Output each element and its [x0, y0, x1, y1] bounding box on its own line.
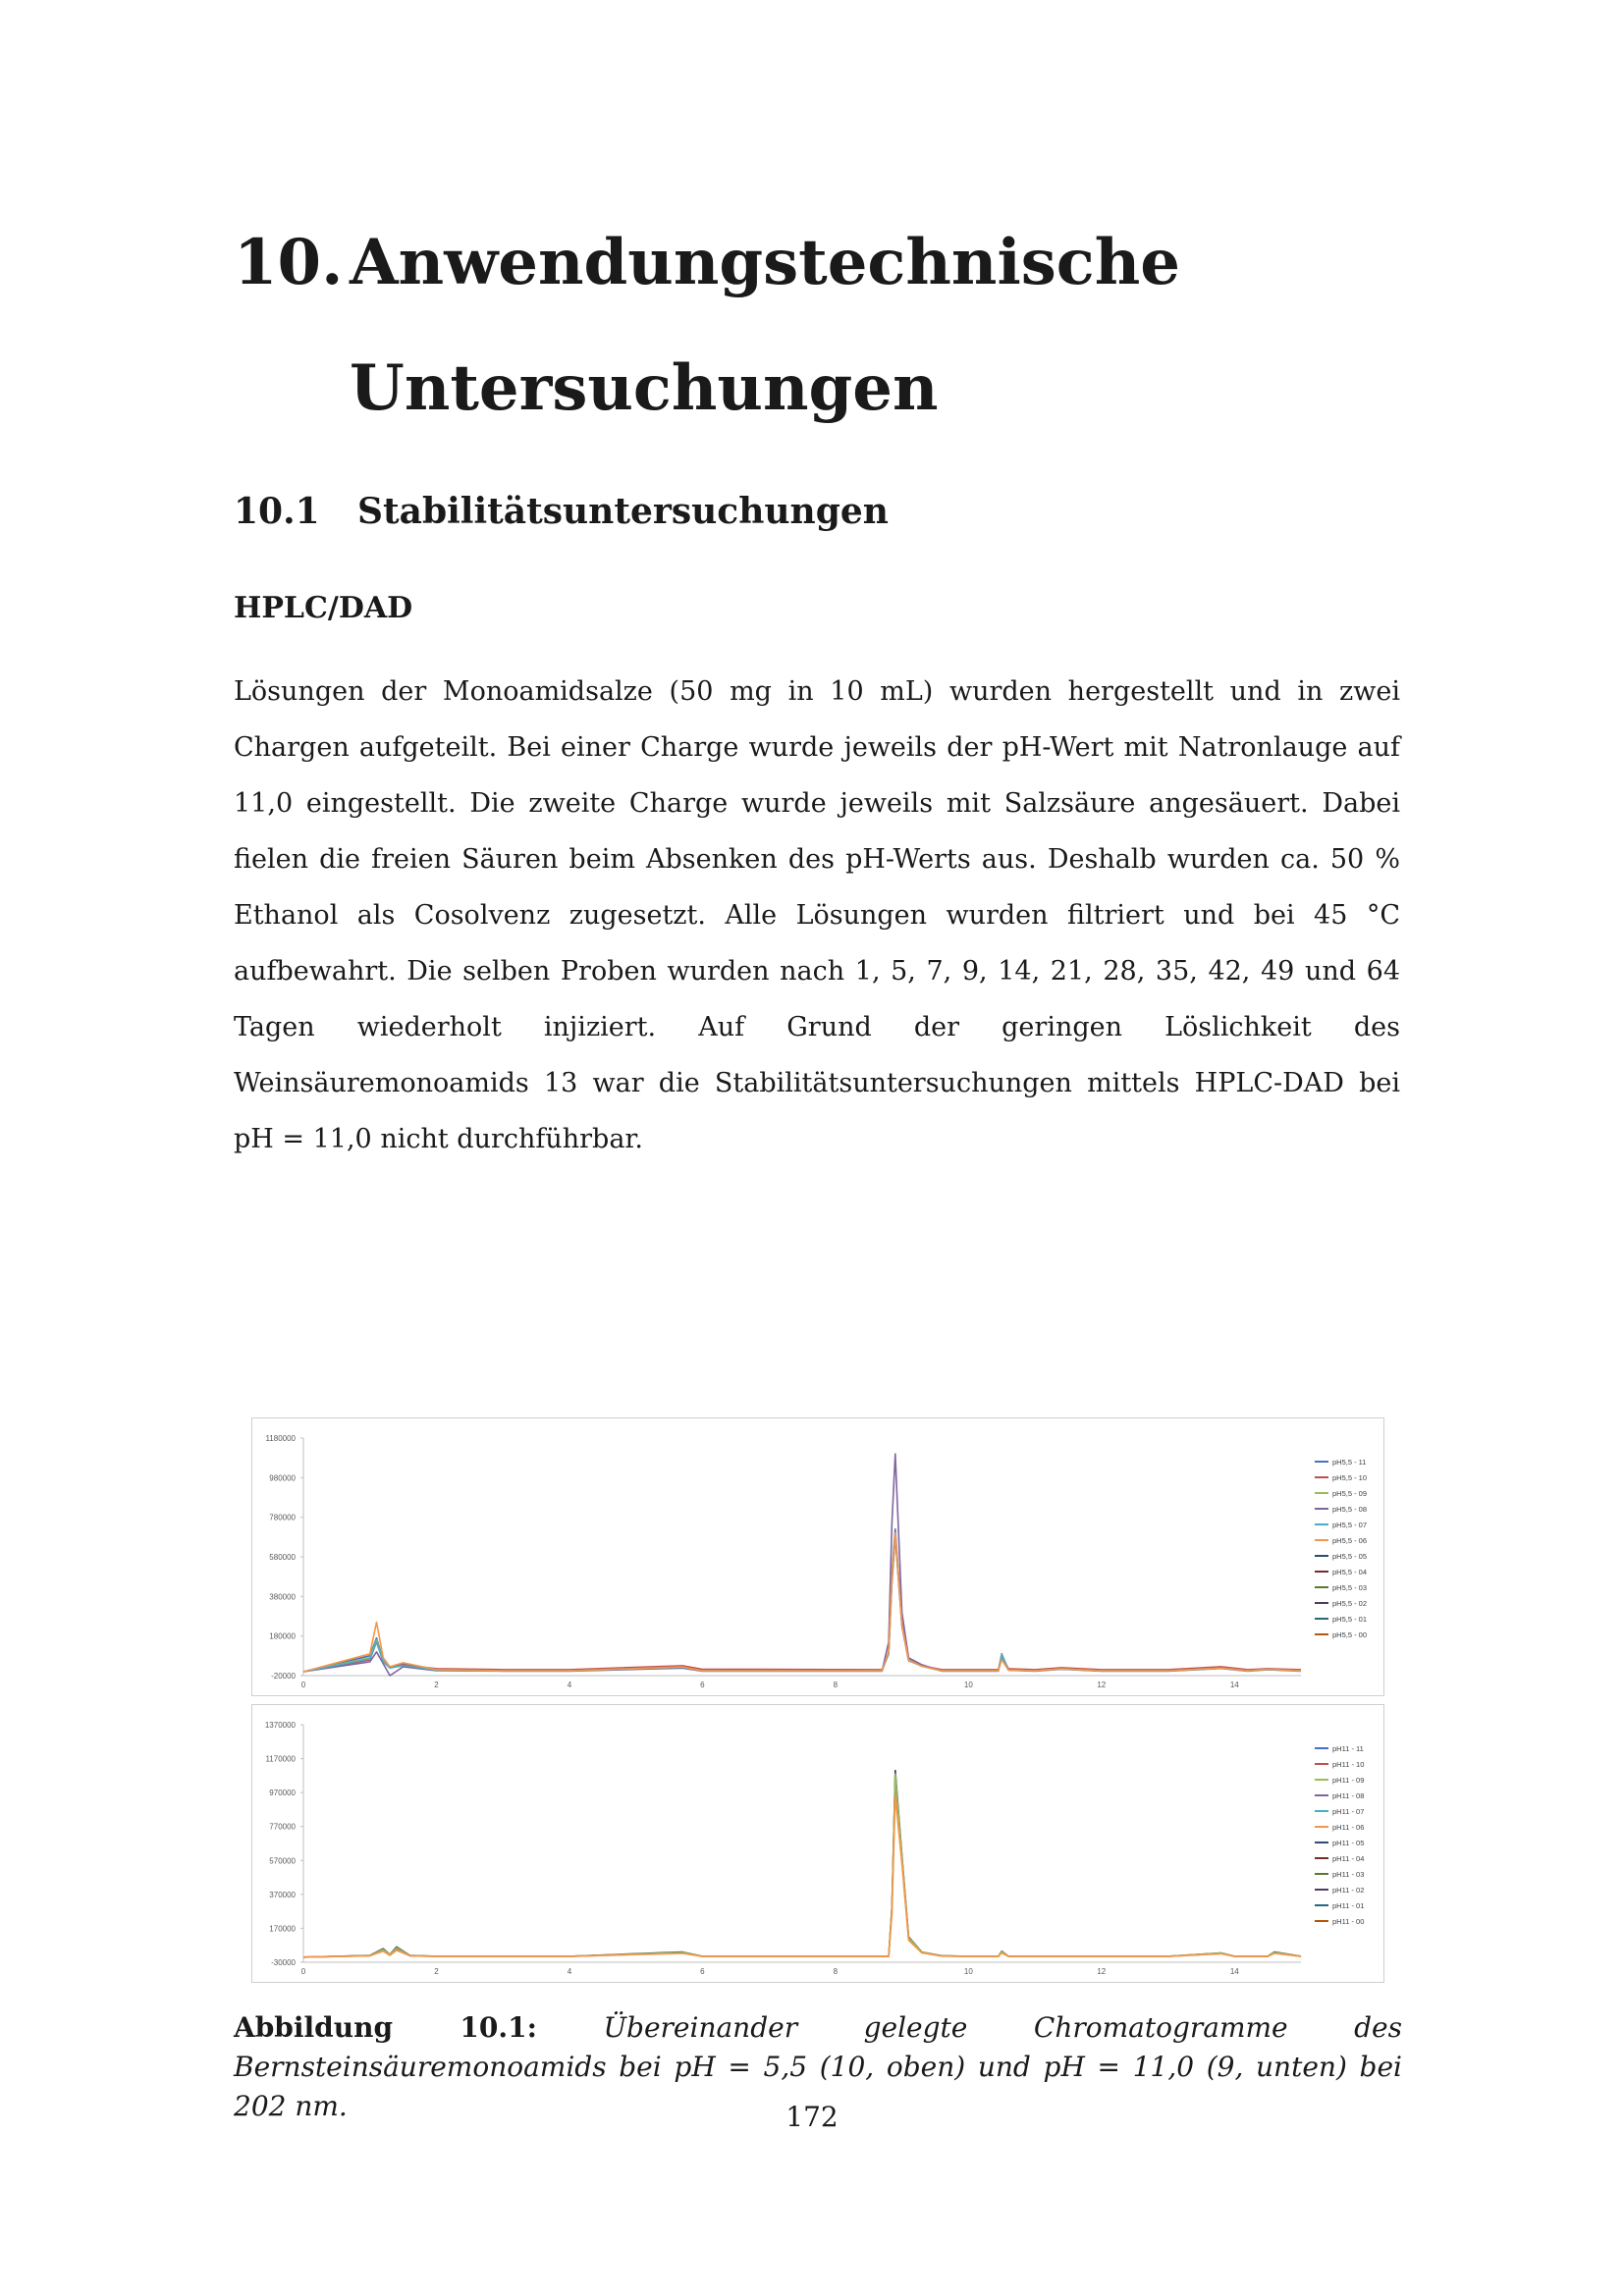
section-number: 10.1 [234, 491, 320, 532]
top-chart-series-line [303, 1533, 1301, 1672]
top-chart-x-tick-label: 2 [434, 1681, 439, 1689]
bottom-chart-x-tick-label: 2 [434, 1967, 439, 1976]
top-chart-y-tick-label: 980000 [269, 1473, 296, 1483]
bottom-chart-x-tick-label: 0 [300, 1967, 306, 1976]
bottom-chart-legend-entry: pH11 - 05 [1332, 1839, 1365, 1847]
bottom-chart-y-tick-label: -30000 [271, 1958, 296, 1967]
top-chart-x-tick-label: 14 [1229, 1681, 1239, 1689]
bottom-chart-series-line [303, 1796, 1301, 1957]
top-chart-x-tick-label: 6 [700, 1681, 705, 1689]
bottom-chart-legend-entry: pH11 - 03 [1332, 1870, 1365, 1879]
bottom-chart-legend-entry: pH11 - 11 [1332, 1744, 1364, 1753]
chromatogram-top-svg [252, 1418, 1383, 1695]
caption-text: Übereinander gelegte Chromatogramme des Bernsteinsäuremonoamids bei pH = 5,5 (10, oben) und pH = 11,0 (9, unten) bei 202 nm. [234, 2011, 1402, 2122]
top-chart-series-line [303, 1535, 1301, 1672]
top-chart-y-tick-label: 1180000 [265, 1434, 296, 1443]
top-chart-x-tick-label: 4 [567, 1681, 572, 1689]
bottom-chart-legend-entry: pH11 - 08 [1332, 1791, 1365, 1800]
top-chart-series-line [303, 1454, 1301, 1676]
top-chart-y-tick-label: 580000 [269, 1553, 296, 1562]
bottom-chart-y-tick-label: 370000 [269, 1890, 296, 1899]
bottom-chart-legend-entry: pH11 - 02 [1332, 1886, 1365, 1895]
bottom-chart-legend-entry: pH11 - 04 [1332, 1854, 1365, 1863]
top-chart-legend-entry: pH5,5 - 00 [1332, 1630, 1368, 1639]
top-chart-legend-entry: pH5,5 - 02 [1332, 1599, 1368, 1608]
chapter-number: 10. [234, 226, 344, 299]
bottom-chart-y-tick-label: 970000 [269, 1789, 296, 1798]
top-chart-x-tick-label: 12 [1097, 1681, 1107, 1689]
top-chart-y-tick-label: 180000 [269, 1631, 296, 1641]
bottom-chart-legend-entry: pH11 - 09 [1332, 1776, 1365, 1785]
bottom-chart-y-tick-label: 770000 [269, 1822, 296, 1832]
top-chart-legend-entry: pH5,5 - 05 [1332, 1552, 1368, 1561]
section-heading [234, 491, 889, 532]
subheading: HPLC/DAD [234, 591, 413, 625]
top-chart-legend-entry: pH5,5 - 10 [1332, 1473, 1368, 1482]
top-chart-legend-entry: pH5,5 - 06 [1332, 1536, 1368, 1545]
chapter-title-line1: Anwendungstechnische [350, 226, 1180, 299]
top-chart-legend-entry: pH5,5 - 09 [1332, 1489, 1368, 1498]
top-chart-x-tick-label: 0 [300, 1681, 306, 1689]
bottom-chart-x-tick-label: 8 [833, 1967, 839, 1976]
chromatogram-top [251, 1417, 1384, 1696]
top-chart-y-tick-label: 380000 [269, 1592, 296, 1602]
top-chart-y-tick-label: 780000 [269, 1513, 296, 1522]
bottom-chart-legend-entry: pH11 - 10 [1332, 1760, 1365, 1769]
chromatogram-bottom-svg [252, 1705, 1383, 1982]
bottom-chart-series-line [303, 1771, 1301, 1957]
top-chart-legend-entry: pH5,5 - 07 [1332, 1521, 1368, 1529]
page-number: 172 [785, 2101, 839, 2133]
bottom-chart-x-tick-label: 12 [1097, 1967, 1107, 1976]
bottom-chart-x-tick-label: 10 [963, 1967, 973, 1976]
section-title: Stabilitätsuntersuchungen [357, 491, 889, 532]
paragraph-text: Lösungen der Monoamidsalze (50 mg in 10 mL) wurden hergestellt und in zwei Chargen aufgeteilt. Bei einer Charge wurde jeweils der pH-Wert mit Natronlauge auf 11,0 eingestellt. Die zweite Charge wurde jeweils mit Salzsäure angesäuert. Dabei fielen die freien Säuren beim Absenken des pH-Werts aus. Deshalb wurden ca. 50 % Ethanol als Cosolvenz zugesetzt. Alle Lösungen wurden filtriert und bei 45 °C aufbewahrt. Die selben Proben wurden nach 1, 5, 7, 9, 14, 21, 28, 35, 42, 49 und 64 Tagen wiederholt injiziert. Auf Grund der geringen Löslichkeit des Weinsäuremonoamids 13 war die Stabilitätsuntersuchungen mittels HPLC-DAD bei pH = 11,0 nicht durchführbar. [234, 676, 1400, 1154]
top-chart-x-tick-label: 10 [963, 1681, 973, 1689]
top-chart-x-tick-label: 8 [833, 1681, 839, 1689]
bottom-chart-y-tick-label: 570000 [269, 1856, 296, 1866]
top-chart-legend-entry: pH5,5 - 11 [1332, 1458, 1367, 1467]
top-chart-legend-entry: pH5,5 - 08 [1332, 1505, 1368, 1514]
bottom-chart-legend-entry: pH11 - 07 [1332, 1807, 1365, 1816]
top-chart-legend-entry: pH5,5 - 04 [1332, 1568, 1368, 1576]
chromatogram-bottom [251, 1704, 1384, 1983]
bottom-chart-y-tick-label: 1170000 [265, 1754, 296, 1764]
caption-label: Abbildung 10.1: [234, 2011, 537, 2044]
top-chart-series-line [303, 1533, 1301, 1672]
top-chart-legend-entry: pH5,5 - 01 [1332, 1615, 1368, 1624]
bottom-chart-y-tick-label: 170000 [269, 1924, 296, 1934]
top-chart-legend-entry: pH5,5 - 03 [1332, 1583, 1368, 1592]
top-chart-y-tick-label: -20000 [271, 1672, 296, 1681]
chapter-title-line2: Untersuchungen [350, 351, 939, 425]
bottom-chart-legend-entry: pH11 - 06 [1332, 1823, 1365, 1832]
top-chart-series-line [303, 1529, 1301, 1672]
bottom-chart-legend-entry: pH11 - 01 [1332, 1901, 1365, 1910]
bottom-chart-y-tick-label: 1370000 [264, 1721, 296, 1730]
bottom-chart-series-line [303, 1779, 1301, 1957]
top-chart-series-line [303, 1537, 1301, 1672]
bottom-chart-series-line [303, 1774, 1301, 1957]
body-paragraph [234, 664, 1400, 1167]
bottom-chart-x-tick-label: 4 [567, 1967, 572, 1976]
bottom-chart-x-tick-label: 6 [700, 1967, 705, 1976]
bottom-chart-legend-entry: pH11 - 00 [1332, 1917, 1365, 1926]
bottom-chart-x-tick-label: 14 [1229, 1967, 1239, 1976]
